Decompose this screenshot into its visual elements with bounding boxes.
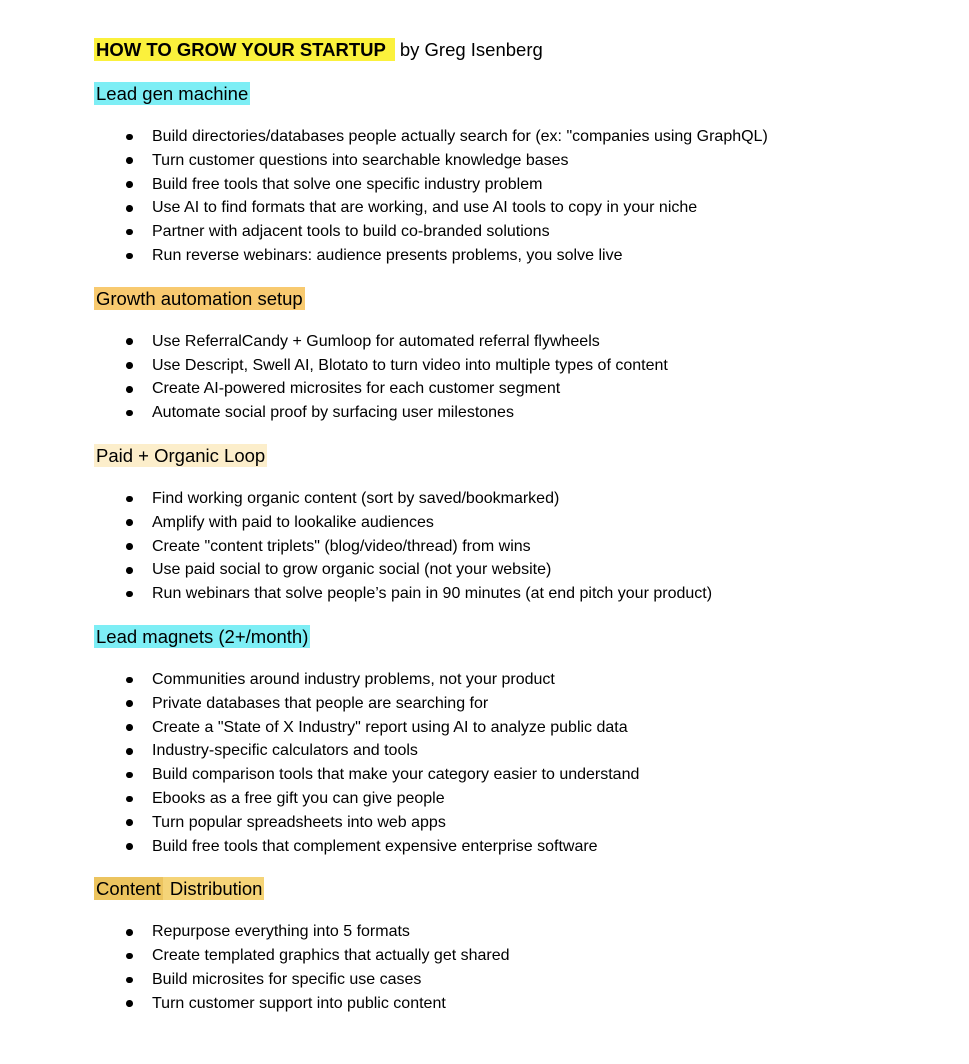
list-item-text: Build comparison tools that make your category easier to understand <box>152 766 640 784</box>
list-item-text: Use ReferralCandy + Gumloop for automated referral flywheels <box>152 332 600 350</box>
list-item <box>94 377 929 401</box>
list-item <box>94 692 929 716</box>
bullet-icon <box>126 362 133 369</box>
list-item <box>94 739 929 763</box>
bullet-list <box>94 920 929 1015</box>
bullet-list <box>94 330 929 425</box>
bullet-icon <box>126 229 133 236</box>
list-item-text: Run reverse webinars: audience presents problems, you solve live <box>152 246 623 264</box>
list-item <box>94 716 929 740</box>
section-heading-highlight: Lead magnets (2+/month) <box>96 625 309 647</box>
section-heading-highlight: Lead gen machine <box>96 83 249 104</box>
list-item-text: Find working organic content (sort by saved/bookmarked) <box>152 489 560 507</box>
list-item <box>94 668 929 692</box>
list-item <box>94 401 929 425</box>
bullet-icon <box>126 724 133 731</box>
bullet-icon <box>126 567 133 574</box>
list-item-text: Amplify with paid to lookalike audiences <box>152 513 434 531</box>
document-section <box>94 443 929 606</box>
list-item <box>94 173 929 197</box>
list-item <box>94 125 929 149</box>
list-item <box>94 920 929 944</box>
document-body <box>94 81 929 1016</box>
bullet-icon <box>126 677 133 684</box>
bullet-icon <box>126 929 133 936</box>
list-item <box>94 811 929 835</box>
bullet-icon <box>126 386 133 393</box>
list-item-text: Build microsites for specific use cases <box>152 970 422 988</box>
section-heading <box>94 876 929 902</box>
list-item <box>94 149 929 173</box>
section-heading-highlight: Growth automation setup <box>96 287 303 309</box>
bullet-list <box>94 668 929 858</box>
list-item <box>94 487 929 511</box>
bullet-icon <box>126 253 133 260</box>
list-item <box>94 558 929 582</box>
list-item <box>94 944 929 968</box>
bullet-icon <box>126 181 133 188</box>
list-item-text: Run webinars that solve people’s pain in 90 minutes (at end pitch your product) <box>152 585 713 603</box>
list-item-text: Repurpose everything into 5 formats <box>152 923 410 941</box>
list-item-text: Turn popular spreadsheets into web apps <box>152 813 446 831</box>
list-item <box>94 835 929 859</box>
section-heading <box>94 286 929 312</box>
section-heading-highlight: Distribution <box>164 878 263 900</box>
list-item <box>94 511 929 535</box>
list-item-text: Create a "State of X Industry" report using AI to analyze public data <box>152 718 628 736</box>
list-item <box>94 354 929 378</box>
bullet-list <box>94 487 929 606</box>
document-section <box>94 81 929 268</box>
list-item-text: Turn customer support into public content <box>152 994 446 1012</box>
list-item-text: Private databases that people are searching for <box>152 694 489 712</box>
list-item <box>94 220 929 244</box>
list-item <box>94 196 929 220</box>
bullet-icon <box>126 843 133 850</box>
list-item <box>94 582 929 606</box>
list-item-text: Automate social proof by surfacing user milestones <box>152 404 514 422</box>
section-heading <box>94 624 929 650</box>
bullet-icon <box>126 205 133 212</box>
bullet-icon <box>126 496 133 503</box>
bullet-icon <box>126 543 133 550</box>
bullet-icon <box>126 410 133 417</box>
document-section <box>94 876 929 1015</box>
list-item-text: Communities around industry problems, not your product <box>152 670 555 688</box>
document-title-line <box>94 37 929 63</box>
list-item-text: Build free tools that complement expensive enterprise software <box>152 837 598 855</box>
bullet-icon <box>126 1000 133 1007</box>
section-heading-highlight: Content <box>96 878 161 900</box>
bullet-icon <box>126 134 133 141</box>
list-item-text: Build directories/databases people actually search for (ex: "companies using GraphQL) <box>152 128 768 145</box>
document-byline: by Greg Isenberg <box>399 39 543 60</box>
bullet-icon <box>126 338 133 345</box>
bullet-icon <box>126 772 133 779</box>
list-item <box>94 763 929 787</box>
list-item-text: Use paid social to grow organic social (not your website) <box>152 561 552 579</box>
section-heading <box>94 81 929 107</box>
list-item-text: Turn customer questions into searchable knowledge bases <box>152 151 569 169</box>
bullet-icon <box>126 157 133 164</box>
bullet-list <box>94 125 929 268</box>
bullet-icon <box>126 953 133 960</box>
list-item-text: Ebooks as a free gift you can give people <box>152 789 445 807</box>
section-heading <box>94 443 929 469</box>
bullet-icon <box>126 700 133 707</box>
list-item-text: Build free tools that solve one specific industry problem <box>152 175 543 193</box>
section-heading-highlight: Paid + Organic Loop <box>96 444 266 466</box>
list-item <box>94 244 929 268</box>
document-section <box>94 286 929 425</box>
bullet-icon <box>126 591 133 598</box>
list-item-text: Create templated graphics that actually get shared <box>152 947 510 965</box>
list-item <box>94 968 929 992</box>
list-item-text: Industry-specific calculators and tools <box>152 742 418 760</box>
bullet-icon <box>126 748 133 755</box>
document-title-highlighted: HOW TO GROW YOUR STARTUP <box>94 38 395 61</box>
list-item <box>94 330 929 354</box>
list-item-text: Use Descript, Swell AI, Blotato to turn video into multiple types of content <box>152 356 668 374</box>
list-item-text: Use AI to find formats that are working, and use AI tools to copy in your niche <box>152 199 698 217</box>
list-item <box>94 787 929 811</box>
list-item-text: Create AI-powered microsites for each customer segment <box>152 380 561 398</box>
list-item <box>94 992 929 1016</box>
list-item <box>94 535 929 559</box>
bullet-icon <box>126 977 133 984</box>
list-item-text: Partner with adjacent tools to build co-branded solutions <box>152 223 550 241</box>
bullet-icon <box>126 819 133 826</box>
document-section <box>94 624 929 858</box>
bullet-icon <box>126 519 133 526</box>
list-item-text: Create "content triplets" (blog/video/thread) from wins <box>152 537 531 555</box>
bullet-icon <box>126 796 133 803</box>
